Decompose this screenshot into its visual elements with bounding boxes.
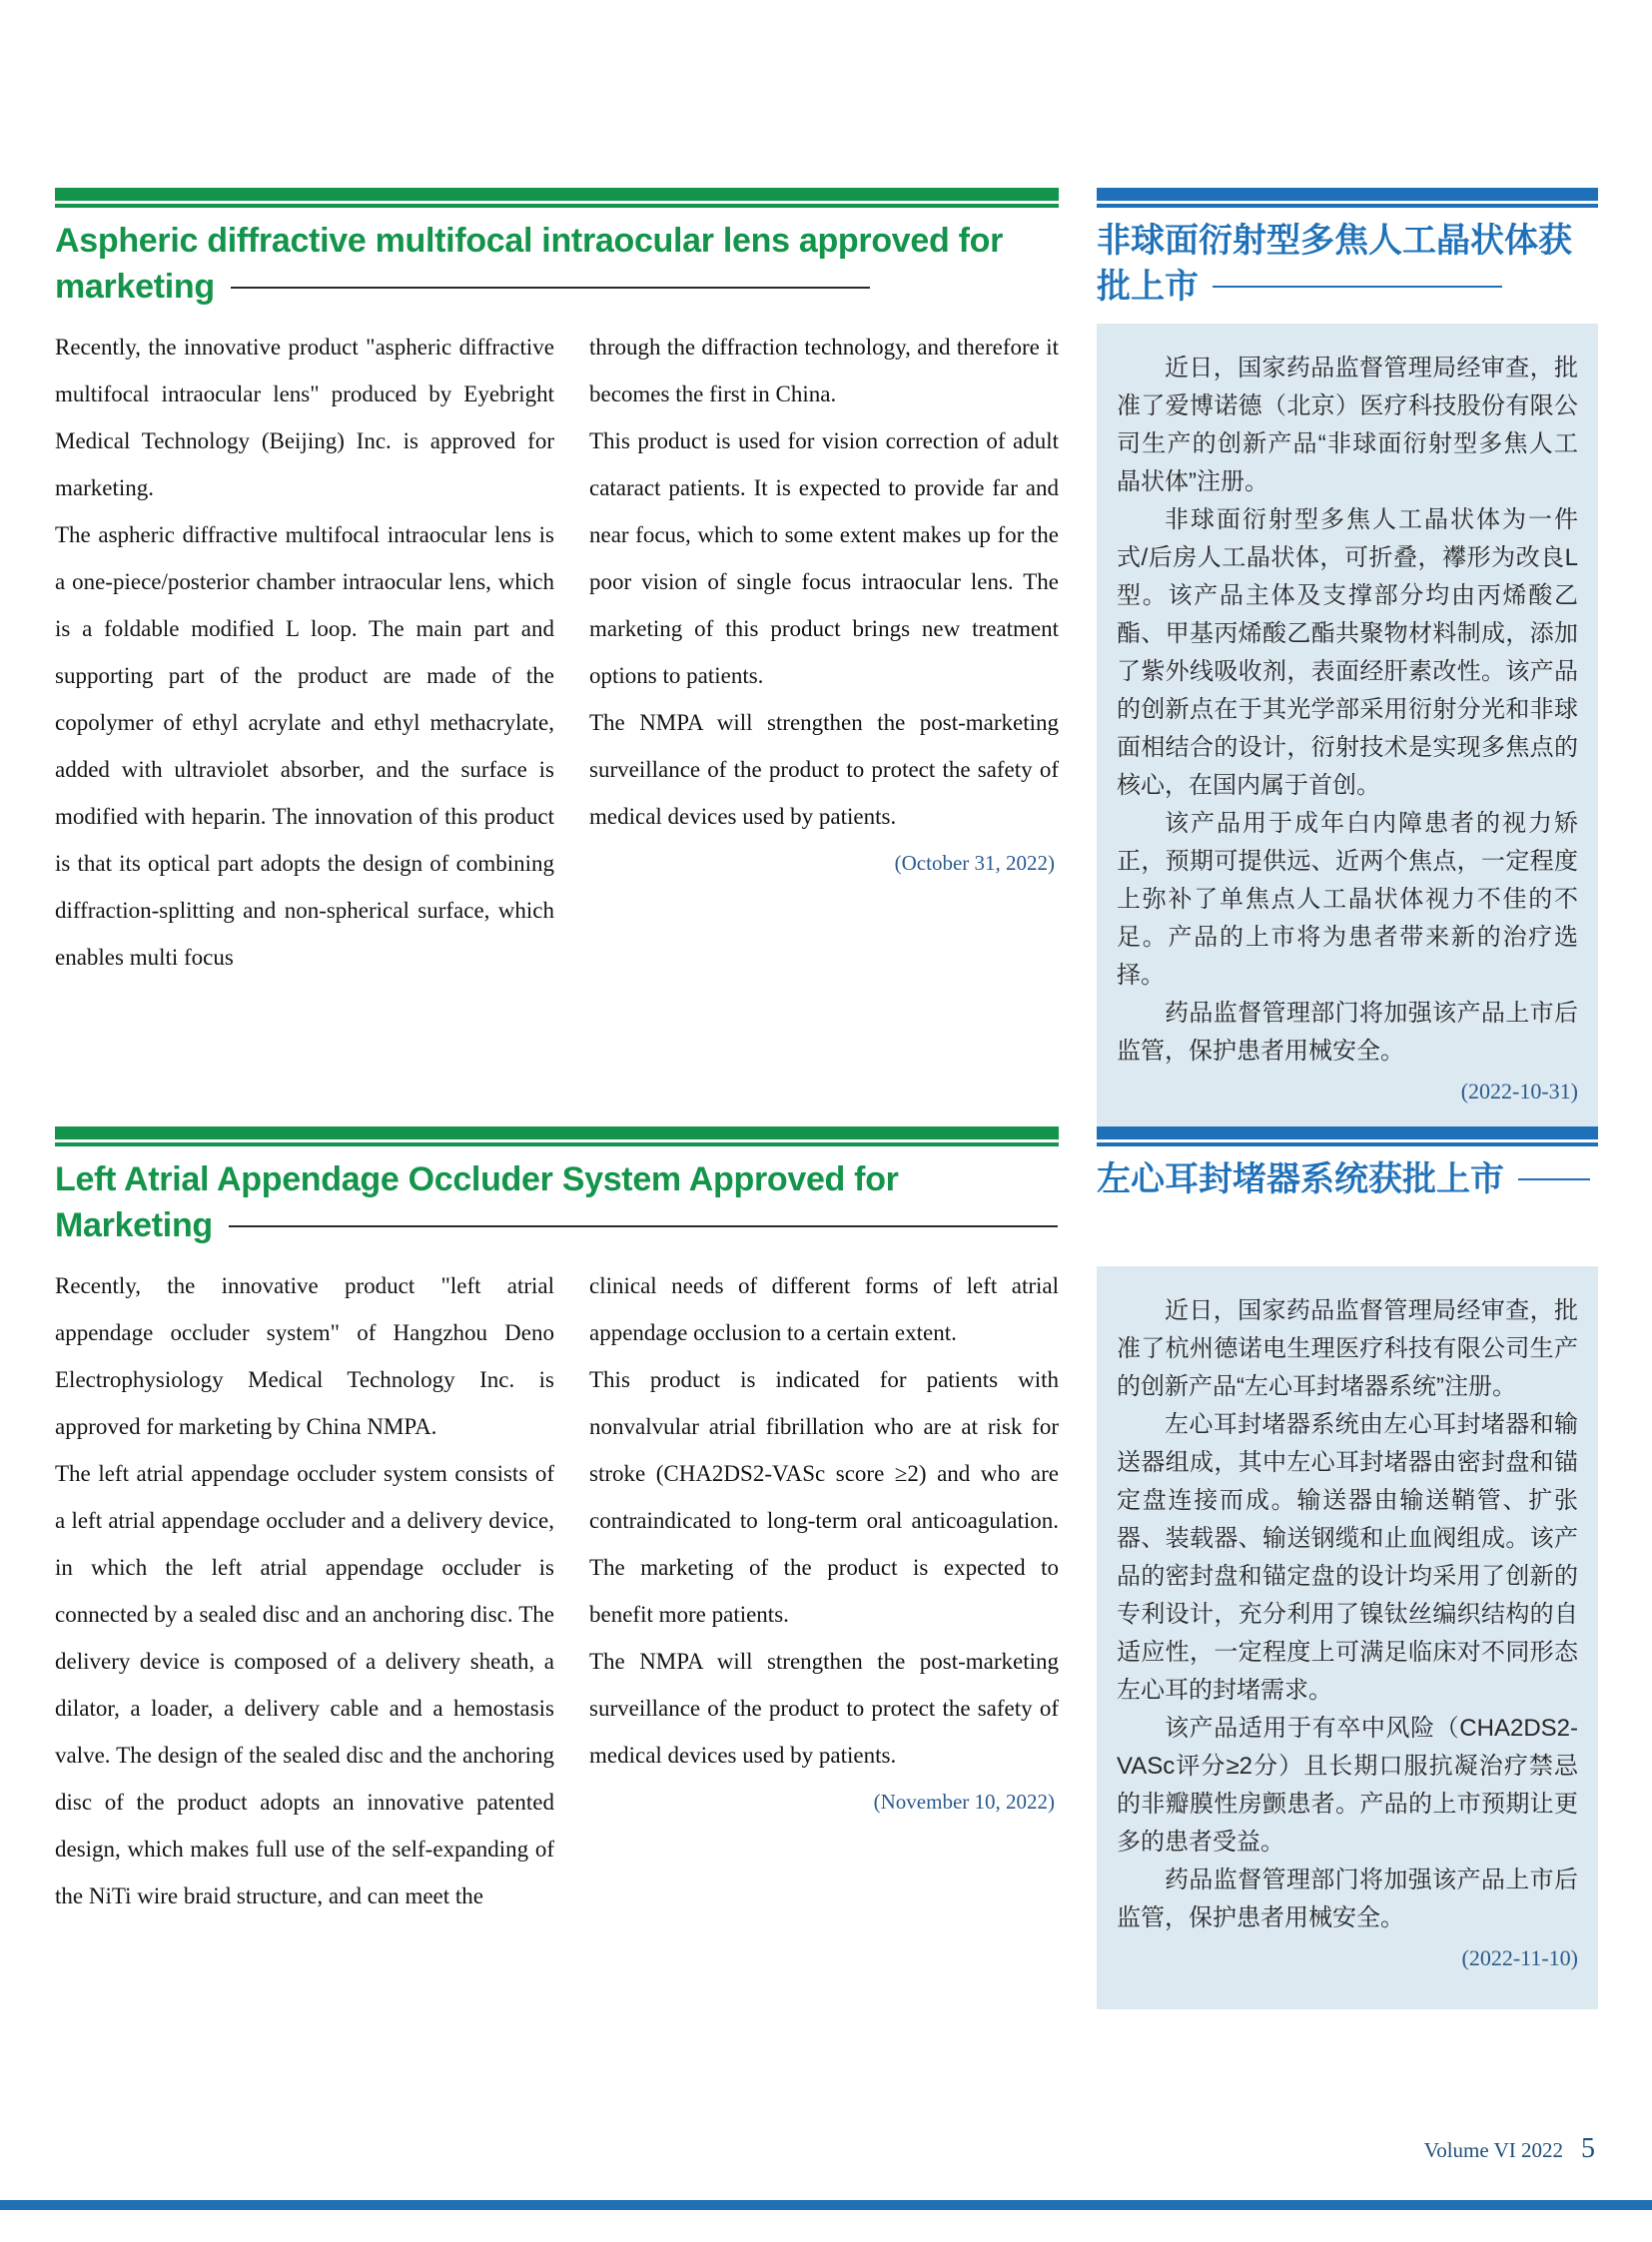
- article-columns: [55, 324, 1059, 981]
- article-date: (October 31, 2022): [894, 851, 1055, 875]
- heading-rule-line: [1213, 286, 1502, 288]
- paragraph: Recently, the innovative product "aspheric diffractive multifocal intraocular lens" produced by Eyebright Medical Technology (Beijing) Inc. is approved for marketing.: [55, 335, 554, 500]
- paragraph: This product is used for vision correction of adult cataract patients. It is expected to provide far and near focus, which to some extent makes up for the poor vision of single focus intraocular lens. The marketing of this product brings new treatment options to patients.: [589, 428, 1059, 688]
- sidebar-title-text: 非球面衍射型多焦人工晶状体获批上市: [1097, 222, 1572, 306]
- paragraph: 药品监督管理部门将加强该产品上市后监管，保护患者用械安全。: [1117, 1867, 1578, 1931]
- footer-rule-bar: [0, 2200, 1652, 2210]
- green-double-rule: [55, 1126, 1059, 1146]
- heading-rule-line: [231, 287, 870, 289]
- page-footer: [1424, 2133, 1595, 2165]
- paragraph: 非球面衍射型多焦人工晶状体为一件式/后房人工晶状体，可折叠，襻形为改良L型。该产品主体及支撑部分均由丙烯酸乙酯、甲基丙烯酸乙酯共聚物材料制成，添加了紫外线吸收剂，表面经肝素改性。该产品的创新点在于其光学部采用衍射分光和非球面相结合的设计，衍射技术是实现多焦点的核心，在国内属于首创。: [1117, 506, 1578, 799]
- green-double-rule: [55, 188, 1059, 208]
- article-title: [55, 1156, 1059, 1248]
- sidebar-text-box: [1097, 1266, 1598, 2009]
- article-title-text: Left Atrial Appendage Occluder System Approved for Marketing: [55, 1160, 899, 1244]
- article-column-2: [589, 1262, 1059, 1919]
- paragraph: Recently, the innovative product "left atrial appendage occluder system" of Hangzhou Deno Electrophysiology Medical Technology Inc. is approved for marketing by China NMPA.: [55, 1273, 554, 1439]
- article-column-1: [55, 324, 554, 981]
- paragraph: The NMPA will strengthen the post-marketing surveillance of the product to protect the safety of medical devices used by patients.: [589, 710, 1059, 829]
- blue-double-rule: [1097, 188, 1598, 208]
- article-columns: [55, 1262, 1059, 1919]
- paragraph: The left atrial appendage occluder system consists of a left atrial appendage occluder and a delivery device, in which the left atrial appendage occluder is connected by a sealed disc and an anchoring disc. The delivery device is composed of a delivery sheath, a dilator, a loader, a delivery cable and a hemostasis valve. The design of the sealed disc and the anchoring disc of the product adopts an innovative patented design, which makes full use of the self-expanding of the NiTi wire braid structure, and can meet the: [55, 1461, 554, 1908]
- blue-double-rule: [1097, 1126, 1598, 1146]
- article-title-text: Aspheric diffractive multifocal intraocular lens approved for marketing: [55, 222, 1004, 306]
- article-column-1: [55, 1262, 554, 1919]
- sidebar-title: [1097, 218, 1598, 310]
- volume-label: Volume VI 2022: [1423, 2138, 1563, 2162]
- page-number: 5: [1581, 2133, 1595, 2164]
- article-date: (November 10, 2022): [873, 1790, 1055, 1814]
- paragraph: 近日，国家药品监督管理局经审查，批准了爱博诺德（北京）医疗科技股份有限公司生产的创新产品“非球面衍射型多焦人工晶状体”注册。: [1117, 355, 1578, 495]
- paragraph: 近日，国家药品监督管理局经审查，批准了杭州德诺电生理医疗科技有限公司生产的创新产品“左心耳封堵器系统”注册。: [1117, 1297, 1578, 1400]
- heading-rule-line: [1518, 1178, 1590, 1180]
- paragraph: through the diffraction technology, and therefore it becomes the first in China.: [589, 335, 1059, 406]
- article-column-2: [589, 324, 1059, 981]
- sidebar-laa-occluder-cn: [1097, 1126, 1598, 2009]
- paragraph: 药品监督管理部门将加强该产品上市后监管，保护患者用械安全。: [1117, 1000, 1578, 1065]
- paragraph: 左心耳封堵器系统由左心耳封堵器和输送器组成，其中左心耳封堵器由密封盘和锚定盘连接而成。输送器由输送鞘管、扩张器、装载器、输送钢缆和止血阀组成。该产品的密封盘和锚定盘的设计均采用了创新的专利设计，充分利用了镍钛丝编织结构的自适应性，一定程度上可满足临床对不同形态左心耳的封堵需求。: [1117, 1411, 1578, 1704]
- sidebar-title-text: 左心耳封堵器系统获批上市: [1097, 1160, 1504, 1198]
- article-intraocular-lens: [55, 188, 1059, 981]
- paragraph: clinical needs of different forms of left atrial appendage occlusion to a certain extent.: [589, 1273, 1059, 1345]
- sidebar-title: [1097, 1156, 1598, 1202]
- heading-rule-line: [229, 1225, 1058, 1227]
- paragraph: This product is indicated for patients with nonvalvular atrial fibrillation who are at risk for stroke (CHA2DS2-VASc score ≥2) and who are contraindicated to long-term oral anticoagulation. The marketing of the product is expected to benefit more patients.: [589, 1367, 1059, 1627]
- sidebar-text-box: [1097, 324, 1598, 1142]
- paragraph: 该产品适用于有卒中风险（CHA2DS2-VASc评分≥2分）且长期口服抗凝治疗禁忌的非瓣膜性房颤患者。产品的上市预期让更多的患者受益。: [1117, 1715, 1578, 1856]
- article-title: [55, 218, 1059, 310]
- paragraph: The NMPA will strengthen the post-marketing surveillance of the product to protect the safety of medical devices used by patients.: [589, 1649, 1059, 1768]
- sidebar-intraocular-lens-cn: [1097, 188, 1598, 1142]
- sidebar-date: (2022-10-31): [1460, 1079, 1578, 1104]
- paragraph: The aspheric diffractive multifocal intraocular lens is a one-piece/posterior chamber intraocular lens, which is a foldable modified L loop. The main part and supporting part of the product are made of the copolymer of ethyl acrylate and ethyl methacrylate, added with ultraviolet absorber, and the surface is modified with heparin. The innovation of this product is that its optical part adopts the design of combining diffraction-splitting and non-spherical surface, which enables multi focus: [55, 522, 554, 970]
- article-laa-occluder: [55, 1126, 1059, 1919]
- sidebar-date: (2022-11-10): [1461, 1945, 1578, 1970]
- paragraph: 该产品用于成年白内障患者的视力矫正，预期可提供远、近两个焦点，一定程度上弥补了单焦点人工晶状体视力不佳的不足。产品的上市将为患者带来新的治疗选择。: [1117, 810, 1578, 989]
